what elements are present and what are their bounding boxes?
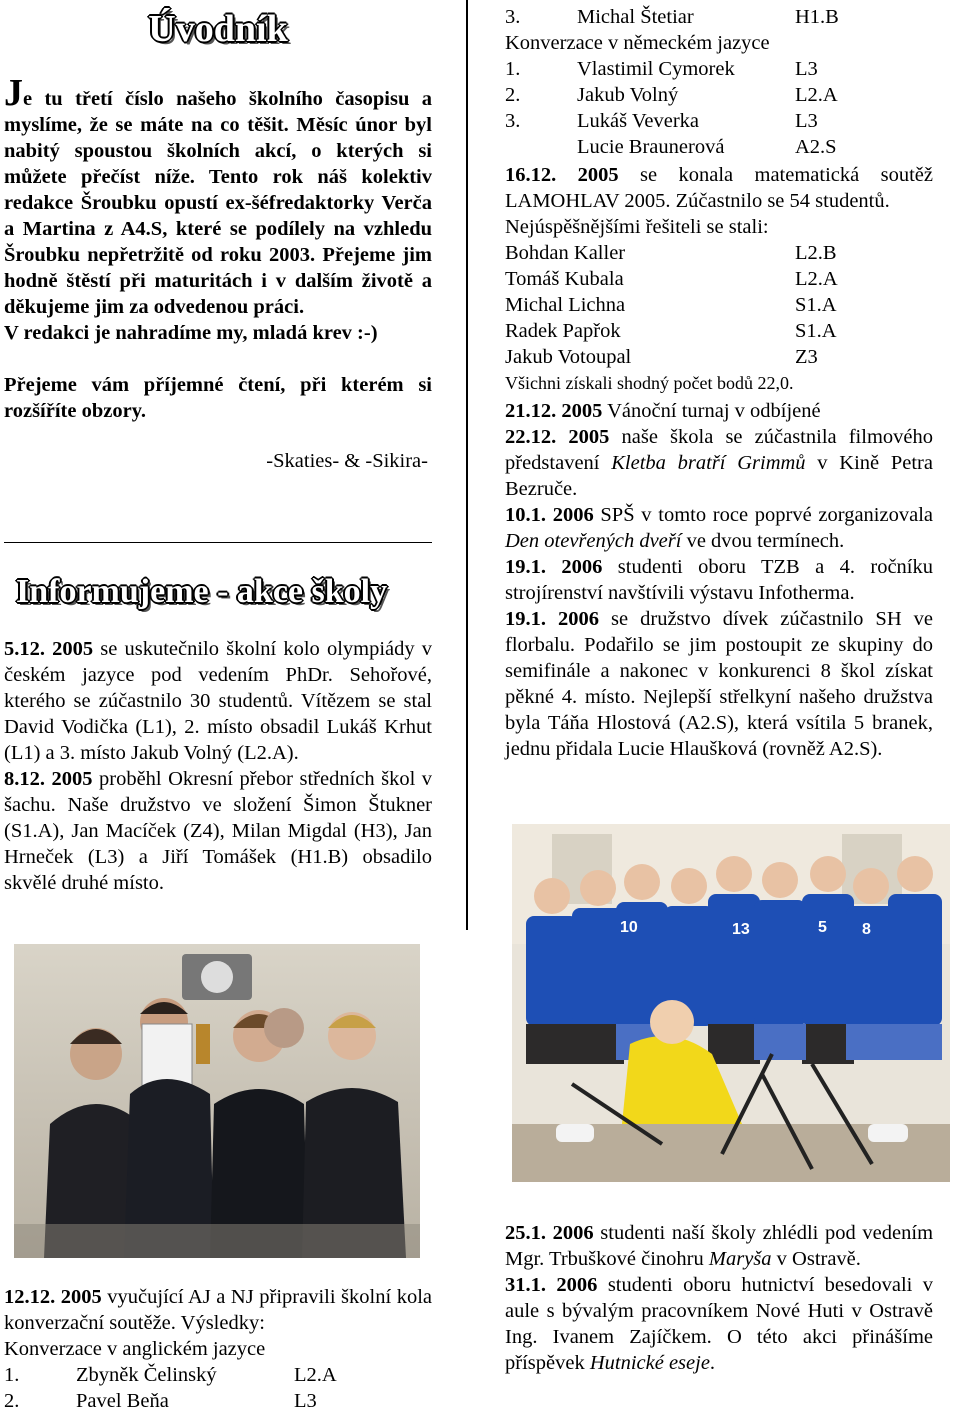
news-item-1: 5.12. 2005 se uskutečnilo školní kolo olympiády v českém jazyce pod vedením PhDr. Sehořové, kterého se zúčastnilo 30 studentů. Vítězem se stal David Vodička (L1), 2. místo obsadil Lukáš Krhut (L1) a 3. místo Jakub Volný (L2.A). xyxy=(4,638,433,764)
news-item-6: 22.12. 2005 naše škola se zúčastnila filmového představení Kletba bratří Grimmů v Kině Petra Bezruče. xyxy=(505,426,933,500)
news-item-4: 16.12. 2005 se konala matematická soutěž LAMOHLAV 2005. Zúčastnilo se 54 studentů. xyxy=(505,164,933,212)
news-left xyxy=(4,570,432,896)
chess-team-image xyxy=(14,944,420,1258)
math-row-1: Bohdan Kaller L2.B xyxy=(505,242,837,264)
english-label: Konverzace v anglickém jazyce xyxy=(4,1338,266,1360)
floorball-team-image xyxy=(512,824,950,1182)
svg-text:8: 8 xyxy=(862,921,871,938)
news-item-7: 10.1. 2006 SPŠ v tomto roce poprvé zorganizovala Den otevřených dveří ve dvou termínech. xyxy=(505,504,933,552)
math-row-3: Michal Lichna S1.A xyxy=(505,294,837,316)
editorial-reading: Přejeme vám příjemné čtení, při kterém si rozšíříte obzory. xyxy=(4,374,432,422)
svg-text:13: 13 xyxy=(732,921,750,938)
english-row-1: 1. Zbyněk Čelinský L2.A xyxy=(4,1364,337,1386)
news-item-10: 25.1. 2006 studenti naší školy zhlédli pod vedením Mgr. Trbuškové činohru Maryša v Ostravě. xyxy=(505,1222,934,1270)
svg-text:10: 10 xyxy=(620,919,638,936)
editorial-intro: Je tu třetí číslo našeho školního časopisu a myslíme, že se máte na co těšit. Měsíc únor byl nabitý spoustou školních akcí, o kterých si můžete přečíst níže. Tento rok náš kolektiv redakce Šroubku opustí ex-šéfredaktorky Verča a Martina z A4.S, které se podílely na vzhledu Šroubku nepřetržitě od roku 2003. Přejeme jim hodně štěstí při maturitách i v dalším životě a děkujeme jim za odvedenou práci. xyxy=(4,72,432,318)
left-column xyxy=(4,0,432,474)
editorial-replace: V redakci je nahradíme my, mladá krev :-) xyxy=(4,322,378,344)
column-divider xyxy=(466,0,468,930)
editorial-title: Úvodník xyxy=(148,8,288,50)
editorial-wish: Přejeme jim hodně štěstí při maturitách i v dalším životě a děkujeme jim za odvedenou práci. xyxy=(4,244,432,318)
news-title: Informujeme - akce školy xyxy=(16,573,388,610)
german-row-2: 2. Jakub Volný L2.A xyxy=(505,84,838,106)
german-row-1: 1. Vlastimil Cymorek L3 xyxy=(505,58,818,80)
chess-team-photo xyxy=(14,944,420,1258)
news-item-8: 19.1. 2006 studenti oboru TZB a 4. ročníku strojírenství navštívili výstavu Infotherma. xyxy=(505,556,933,604)
news-left-bottom xyxy=(4,1284,432,1414)
math-row-4: Radek Papřok S1.A xyxy=(505,320,837,342)
editorial-signature: -Skaties- & -Sikira- xyxy=(266,450,428,472)
german-label: Konverzace v německém jazyce xyxy=(505,32,770,54)
math-note: Všichni získali shodný počet bodů 22,0. xyxy=(505,373,794,393)
german-row-4: Lucie Braunerová A2.S xyxy=(577,136,837,158)
svg-text:5: 5 xyxy=(818,919,827,936)
divider xyxy=(4,542,432,543)
right-column xyxy=(505,4,933,762)
math-row-5: Jakub Votoupal Z3 xyxy=(505,346,818,368)
news-item-3: 12.12. 2005 vyučující AJ a NJ připravili školní kola konverzační soutěže. Výsledky: xyxy=(4,1286,433,1334)
math-label: Nejúspěšnějšími řešiteli se stali: xyxy=(505,216,769,238)
news-item-11: 31.1. 2006 studenti oboru hutnictví besedovali v aule s bývalým pracovníkem Nové Huti v Ostravě Ing. Ivanem Zajíčkem. O této akci přinášíme příspěvek Hutnické eseje. xyxy=(505,1274,934,1374)
floorball-team-photo xyxy=(512,824,950,1182)
news-item-2: 8.12. 2005 proběhl Okresní přebor středních škol v šachu. Naše družstvo ve složení Šimon Štukner (S1.A), Jan Macíček (Z4), Milan Migdal (H3), Jan Hrneček (L3) a Jiří Tomášek (H1.B) obsadilo skvělé druhé místo. xyxy=(4,768,433,894)
german-row-3: 3. Lukáš Veverka L3 xyxy=(505,110,818,132)
news-item-5: 21.12. 2005 Vánoční turnaj v odbíjené xyxy=(505,400,821,422)
english-row-3: 3. Michal Štetiar H1.B xyxy=(505,6,839,28)
dropcap: J xyxy=(4,72,23,114)
math-row-2: Tomáš Kubala L2.A xyxy=(505,268,838,290)
right-column-bottom xyxy=(505,1220,933,1376)
english-row-2: 2. Pavel Beňa L3 xyxy=(4,1390,317,1412)
news-item-9: 19.1. 2006 se družstvo dívek zúčastnilo SH ve florbalu. Podařilo se jim postoupit ze skupiny do semifinále a nakonec v konkurenci 8 škol získat pěkné 4. místo. Nejlepší střelkyní našeho družstva byla Táňa Hlostová (A2.S), která vsítila 5 branek, jednu přidala Lucie Hlaušková (rovněž A2.S). xyxy=(505,608,933,760)
